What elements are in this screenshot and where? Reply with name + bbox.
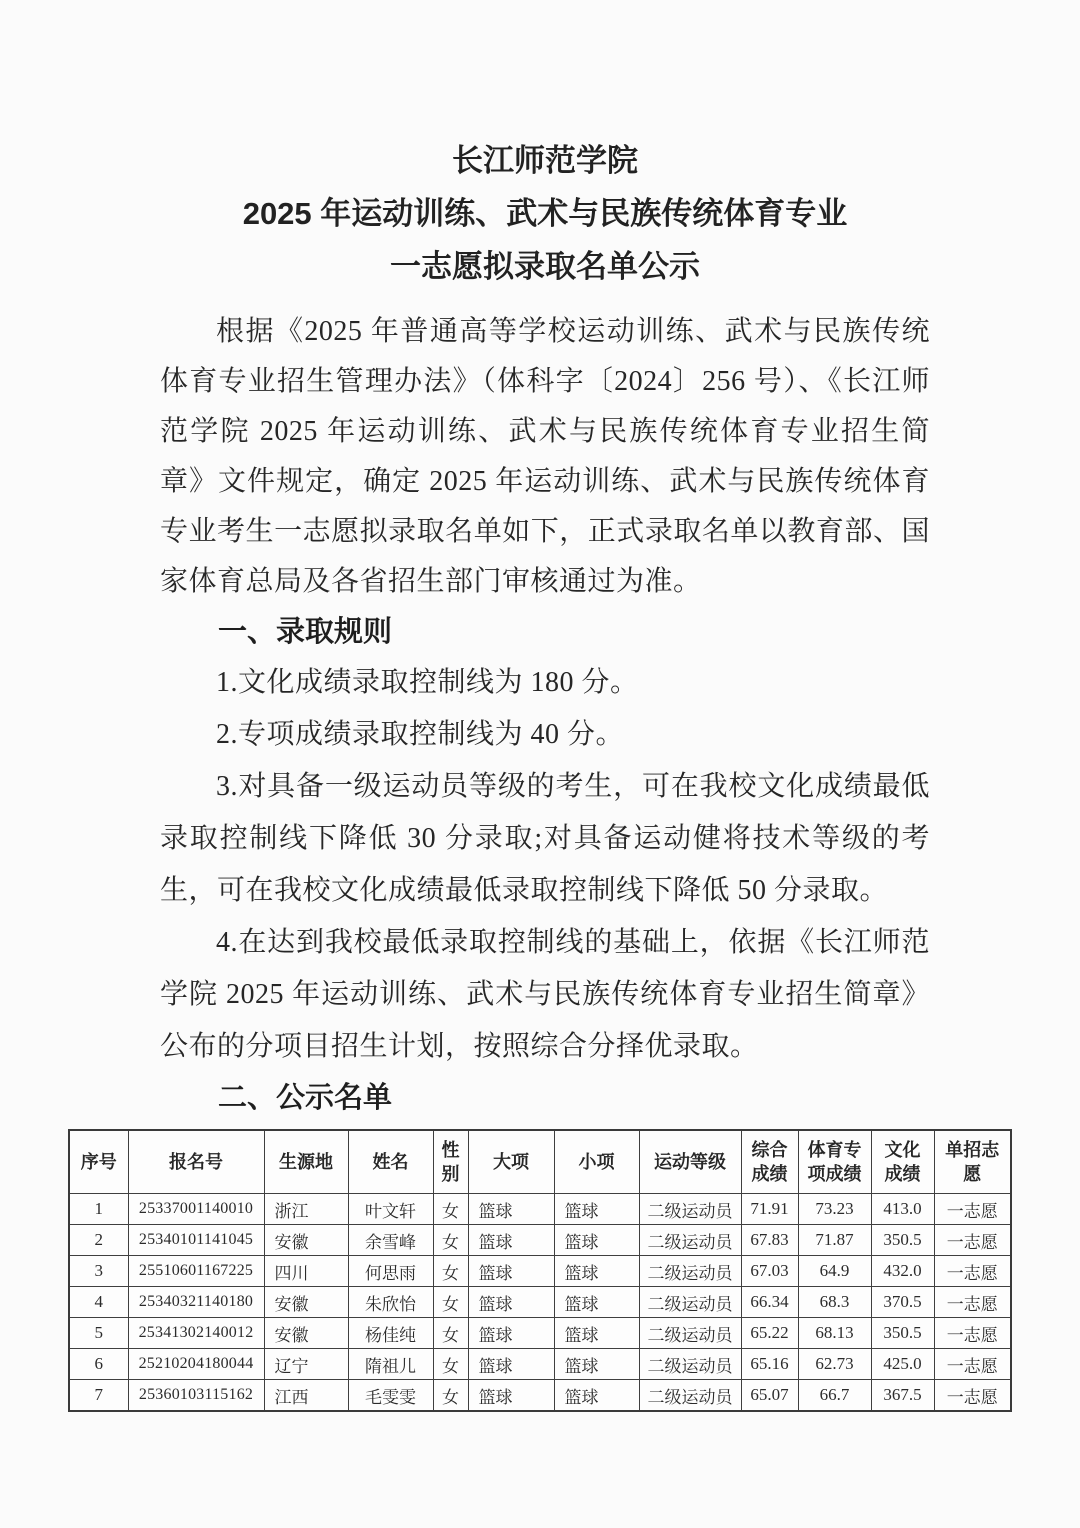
cell-sub-event: 篮球 [554, 1194, 639, 1225]
cell-athlete-grade: 二级运动员 [639, 1380, 741, 1412]
cell-composite-score: 66.34 [741, 1287, 798, 1318]
cell-sport-specific-score: 68.13 [798, 1318, 871, 1349]
cell-name: 余雪峰 [348, 1225, 433, 1256]
title-university: 长江师范学院 [452, 143, 638, 178]
cell-origin: 四川 [264, 1256, 348, 1287]
cell-major-event: 篮球 [468, 1287, 554, 1318]
cell-culture-score: 370.5 [871, 1287, 934, 1318]
cell-preference: 一志愿 [934, 1380, 1011, 1412]
cell-sport-specific-score: 66.7 [798, 1380, 871, 1412]
cell-seq: 6 [69, 1349, 128, 1380]
cell-athlete-grade: 二级运动员 [639, 1349, 741, 1380]
cell-major-event: 篮球 [468, 1318, 554, 1349]
cell-athlete-grade: 二级运动员 [639, 1256, 741, 1287]
cell-culture-score: 367.5 [871, 1380, 934, 1412]
rule-2: 2.专项成绩录取控制线为 40 分。 [216, 719, 625, 750]
cell-sport-specific-score: 62.73 [798, 1349, 871, 1380]
cell-name: 杨佳纯 [348, 1318, 433, 1349]
admission-roster-table [68, 1129, 1012, 1412]
cell-athlete-grade: 二级运动员 [639, 1194, 741, 1225]
section-heading-public-list: 二、公示名单 [218, 1082, 393, 1114]
cell-gender: 女 [433, 1225, 468, 1256]
rule-4: 4.在达到我校最低录取控制线的基础上，依据《长江师范学院 2025 年运动训练、武术与民族传统体育专业招生简章》公布的分项目招生计划，按照综合分择优录取。 [160, 927, 930, 1062]
col-header-origin: 生源地 [264, 1130, 348, 1194]
col-header-reg-no: 报名号 [128, 1130, 264, 1194]
col-header-gender: 性别 [433, 1130, 468, 1194]
cell-composite-score: 67.03 [741, 1256, 798, 1287]
cell-sub-event: 篮球 [554, 1380, 639, 1412]
cell-gender: 女 [433, 1380, 468, 1412]
col-header-major-event: 大项 [468, 1130, 554, 1194]
cell-athlete-grade: 二级运动员 [639, 1318, 741, 1349]
cell-name: 何思雨 [348, 1256, 433, 1287]
cell-major-event: 篮球 [468, 1380, 554, 1412]
cell-athlete-grade: 二级运动员 [639, 1287, 741, 1318]
cell-gender: 女 [433, 1318, 468, 1349]
table-row [69, 1318, 1011, 1349]
rule-1: 1.文化成绩录取控制线为 180 分。 [216, 667, 639, 698]
cell-sub-event: 篮球 [554, 1225, 639, 1256]
cell-name: 毛雯雯 [348, 1380, 433, 1412]
cell-composite-score: 67.83 [741, 1225, 798, 1256]
col-header-athlete-grade: 运动等级 [639, 1130, 741, 1194]
cell-major-event: 篮球 [468, 1256, 554, 1287]
cell-major-event: 篮球 [468, 1349, 554, 1380]
cell-sport-specific-score: 73.23 [798, 1194, 871, 1225]
cell-origin: 辽宁 [264, 1349, 348, 1380]
cell-sport-specific-score: 68.3 [798, 1287, 871, 1318]
col-header-sport-specific-score: 体育专项成绩 [798, 1130, 871, 1194]
cell-composite-score: 65.07 [741, 1380, 798, 1412]
col-header-culture-score: 文化成绩 [871, 1130, 934, 1194]
cell-name: 隋祖儿 [348, 1349, 433, 1380]
col-header-seq: 序号 [69, 1130, 128, 1194]
cell-origin: 安徽 [264, 1225, 348, 1256]
intro-paragraph: 根据《2025 年普通高等学校运动训练、武术与民族传统体育专业招生管理办法》（体科字〔2024〕256 号）、《长江师范学院 2025 年运动训练、武术与民族传统体育专业招生简章》文件规定，确定 2025 年运动训练、武术与民族传统体育专业考生一志愿拟录取名单如下，正式录取名单以教育部、国家体育总局及各省招生部门审核通过为准。 [160, 316, 930, 597]
cell-athlete-grade: 二级运动员 [639, 1225, 741, 1256]
table-row [69, 1194, 1011, 1225]
cell-reg-no: 25340101141045 [128, 1225, 264, 1256]
table-row [69, 1287, 1011, 1318]
cell-gender: 女 [433, 1287, 468, 1318]
cell-sub-event: 篮球 [554, 1287, 639, 1318]
table-row [69, 1380, 1011, 1412]
cell-reg-no: 25510601167225 [128, 1256, 264, 1287]
cell-culture-score: 350.5 [871, 1225, 934, 1256]
cell-gender: 女 [433, 1194, 468, 1225]
cell-seq: 1 [69, 1194, 128, 1225]
cell-name: 叶文轩 [348, 1194, 433, 1225]
table-header-row [69, 1130, 1011, 1194]
cell-composite-score: 65.22 [741, 1318, 798, 1349]
cell-origin: 浙江 [264, 1194, 348, 1225]
col-header-composite-score: 综合成绩 [741, 1130, 798, 1194]
cell-sub-event: 篮球 [554, 1256, 639, 1287]
cell-culture-score: 413.0 [871, 1194, 934, 1225]
cell-composite-score: 65.16 [741, 1349, 798, 1380]
cell-sport-specific-score: 64.9 [798, 1256, 871, 1287]
cell-sub-event: 篮球 [554, 1349, 639, 1380]
cell-reg-no: 25360103115162 [128, 1380, 264, 1412]
cell-preference: 一志愿 [934, 1287, 1011, 1318]
section-heading-admission-rules: 一、录取规则 [218, 616, 393, 648]
rule-3: 3.对具备一级运动员等级的考生，可在我校文化成绩最低录取控制线下降低 30 分录取;对具备运动健将技术等级的考生，可在我校文化成绩最低录取控制线下降低 50 分录取。 [160, 771, 930, 906]
table-row [69, 1349, 1011, 1380]
cell-gender: 女 [433, 1349, 468, 1380]
cell-seq: 7 [69, 1380, 128, 1412]
cell-preference: 一志愿 [934, 1256, 1011, 1287]
cell-gender: 女 [433, 1256, 468, 1287]
cell-seq: 2 [69, 1225, 128, 1256]
cell-reg-no: 25337001140010 [128, 1194, 264, 1225]
table-row [69, 1225, 1011, 1256]
cell-name: 朱欣怡 [348, 1287, 433, 1318]
cell-preference: 一志愿 [934, 1318, 1011, 1349]
cell-culture-score: 425.0 [871, 1349, 934, 1380]
col-header-name: 姓名 [348, 1130, 433, 1194]
cell-major-event: 篮球 [468, 1225, 554, 1256]
cell-sub-event: 篮球 [554, 1318, 639, 1349]
cell-origin: 安徽 [264, 1287, 348, 1318]
cell-seq: 5 [69, 1318, 128, 1349]
cell-preference: 一志愿 [934, 1349, 1011, 1380]
cell-preference: 一志愿 [934, 1194, 1011, 1225]
cell-culture-score: 432.0 [871, 1256, 934, 1287]
cell-major-event: 篮球 [468, 1194, 554, 1225]
title-program: 2025 年运动训练、武术与民族传统体育专业 [242, 196, 848, 231]
cell-sport-specific-score: 71.87 [798, 1225, 871, 1256]
col-header-single-recruit-preference: 单招志愿 [934, 1130, 1011, 1194]
cell-composite-score: 71.91 [741, 1194, 798, 1225]
cell-preference: 一志愿 [934, 1225, 1011, 1256]
col-header-sub-event: 小项 [554, 1130, 639, 1194]
title-list-announcement: 一志愿拟录取名单公示 [390, 249, 700, 284]
table-row [69, 1256, 1011, 1287]
cell-origin: 安徽 [264, 1318, 348, 1349]
cell-reg-no: 25340321140180 [128, 1287, 264, 1318]
cell-origin: 江西 [264, 1380, 348, 1412]
cell-reg-no: 25210204180044 [128, 1349, 264, 1380]
cell-reg-no: 25341302140012 [128, 1318, 264, 1349]
cell-seq: 4 [69, 1287, 128, 1318]
cell-seq: 3 [69, 1256, 128, 1287]
cell-culture-score: 350.5 [871, 1318, 934, 1349]
